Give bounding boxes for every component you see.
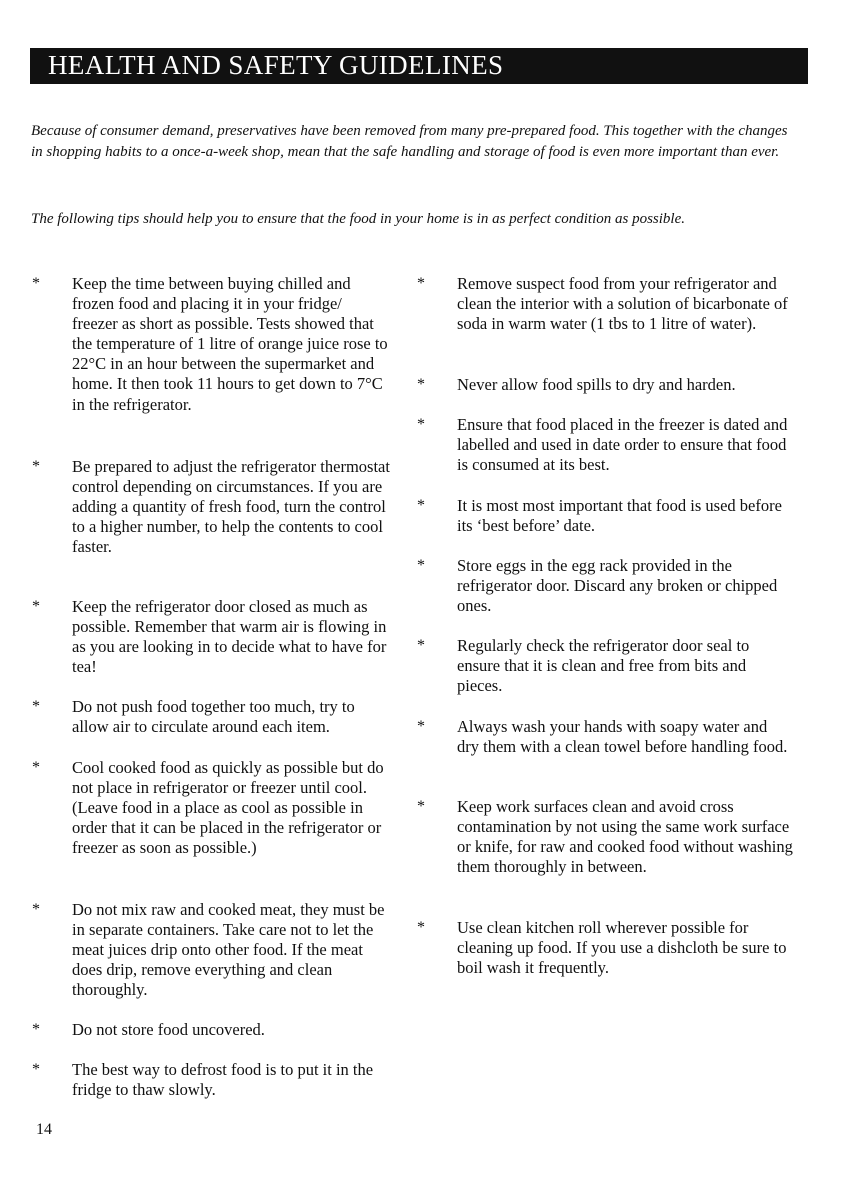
list-item-text: Cool cooked food as quickly as possible but do not place in refrigerator or freezer until cool. (Leave food in a place as cool as possible in order that it can be placed in the refrigerator or freezer as soon as possible.) xyxy=(72,758,384,858)
bullet-star: * xyxy=(32,759,40,776)
bullet-star: * xyxy=(32,698,40,715)
intro-paragraph xyxy=(31,209,801,230)
intro-text-2: The following tips should help you to ensure that the food in your home is in as perfect condition as possible. xyxy=(31,211,685,227)
list-item-text: Never allow food spills to dry and harden. xyxy=(457,375,736,394)
list-item-text: Do not push food together too much, try to allow air to circulate around each item. xyxy=(72,697,355,737)
bullet-star: * xyxy=(417,416,425,433)
bullet-star: * xyxy=(32,901,40,918)
bullet-star: * xyxy=(32,275,40,292)
bullet-star: * xyxy=(32,458,40,475)
list-item-text: Regularly check the refrigerator door seal to ensure that it is clean and free from bits and pieces. xyxy=(457,636,750,696)
section-heading: HEALTH AND SAFETY GUIDELINES xyxy=(48,50,504,80)
intro-text-1: Because of consumer demand, preservatives have been removed from many pre-prepared food. This together with the changes in shopping habits to a once-a-week shop, mean that the safe handling and storage of food is even more important than ever. xyxy=(31,123,788,160)
bullet-star: * xyxy=(417,497,425,514)
list-item-text: Keep the refrigerator door closed as much as possible. Remember that warm air is flowing in as you are looking in to decide what to have for tea! xyxy=(72,597,387,677)
page-number: 14 xyxy=(36,1121,52,1138)
list-item-text: Keep work surfaces clean and avoid cross contamination by not using the same work surface or knife, for raw and cooked food without washing them thoroughly in between. xyxy=(457,797,793,877)
intro-paragraph xyxy=(31,121,801,163)
list-item-text: Keep the time between buying chilled and frozen food and placing it in your fridge/ freezer as short as possible. Tests showed that the temperature of 1 litre of orange juice rose to 22°C in an hour between the supermarket and home. It then took 11 hours to get down to 7°C in the refrigerator. xyxy=(72,274,388,414)
list-item-text: Remove suspect food from your refrigerator and clean the interior with a solution of bicarbonate of soda in warm water (1 tbs to 1 litre of water). xyxy=(457,274,788,334)
list-item-text: Do not mix raw and cooked meat, they must be in separate containers. Take care not to let the meat juices drip onto other food. If the meat does drip, remove everything and clean thoroughly. xyxy=(72,900,385,1000)
list-item-text: Do not store food uncovered. xyxy=(72,1020,265,1039)
bullet-star: * xyxy=(417,919,425,936)
list-item-text: Ensure that food placed in the freezer is dated and labelled and used in date order to ensure that food is consumed at its best. xyxy=(457,415,788,475)
list-item-text: Always wash your hands with soapy water and dry them with a clean towel before handling food. xyxy=(457,717,788,757)
bullet-star: * xyxy=(32,1021,40,1038)
bullet-star: * xyxy=(417,718,425,735)
bullet-star: * xyxy=(32,1061,40,1078)
list-item-text: It is most most important that food is used before its ‘best before’ date. xyxy=(457,496,782,536)
bullet-star: * xyxy=(417,275,425,292)
list-item-text: The best way to defrost food is to put it in the fridge to thaw slowly. xyxy=(72,1060,374,1100)
list-item-text: Store eggs in the egg rack provided in the refrigerator door. Discard any broken or chipped ones. xyxy=(457,556,778,616)
bullet-star: * xyxy=(32,598,40,615)
bullet-star: * xyxy=(417,557,425,574)
bullet-star: * xyxy=(417,637,425,654)
bullet-star: * xyxy=(417,376,425,393)
section-heading-bar xyxy=(30,48,808,84)
bullet-star: * xyxy=(417,798,425,815)
list-item-text: Use clean kitchen roll wherever possible for cleaning up food. If you use a dishcloth be sure to boil wash it frequently. xyxy=(457,918,787,978)
list-item-text: Be prepared to adjust the refrigerator thermostat control depending on circumstances. If you are adding a quantity of fresh food, turn the control to a higher number, to help the contents to cool faster. xyxy=(72,457,390,557)
